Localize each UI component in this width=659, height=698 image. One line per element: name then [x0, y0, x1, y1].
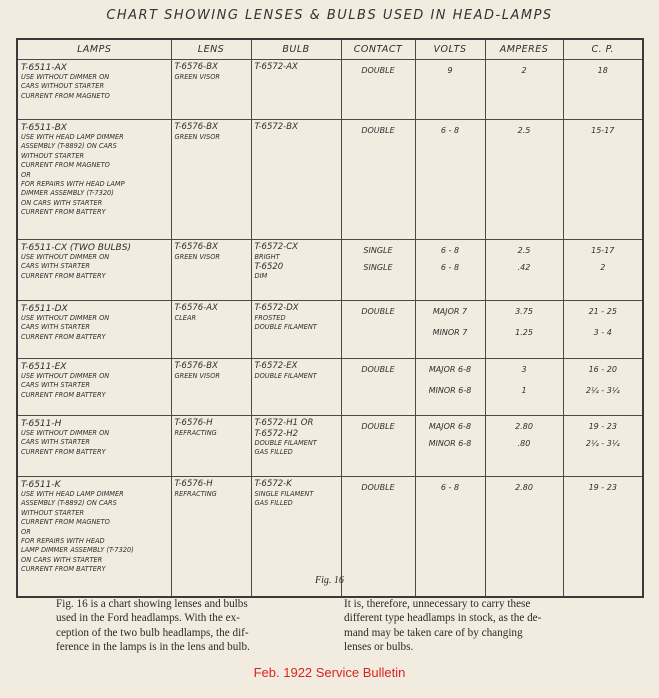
contact-cell — [341, 120, 415, 240]
amperes-cell — [485, 301, 563, 359]
lens-code: T-6576-H — [174, 418, 213, 428]
bulb-code: T-6572-DX — [254, 303, 299, 313]
lamp-usage-line: FOR REPAIRS WITH HEAD — [21, 537, 105, 546]
lens-type: REFRACTING — [174, 428, 217, 437]
lamp-cell — [17, 301, 171, 359]
lamp-usage-line: DIMMER ASSEMBLY (T-7320) — [21, 189, 114, 198]
amperes-value: 2.5 — [517, 126, 531, 135]
amperes-value: 2.5 — [517, 246, 531, 255]
header-cp: C. P. — [563, 39, 643, 60]
amperes-value: 2 — [521, 66, 527, 75]
lamp-usage-line: CARS WITH STARTER — [21, 381, 90, 390]
amperes-cell — [485, 120, 563, 240]
lamp-code: T-6511-DX — [21, 304, 68, 314]
bulb-type: DIM — [254, 272, 268, 280]
header-bulb: BULB — [251, 39, 341, 60]
amperes-cell — [485, 359, 563, 416]
bulb-cell — [251, 60, 341, 120]
lamp-usage-line: WITHOUT STARTER — [21, 151, 85, 160]
lamp-usage-line: CURRENT FROM BATTERY — [21, 208, 106, 217]
lamp-usage-line: USE WITH HEAD LAMP DIMMER — [21, 133, 124, 141]
lamp-usage-line: OR — [21, 527, 31, 536]
bulb-type: GAS FILLED — [254, 498, 293, 507]
bulb-type: DOUBLE FILAMENT — [254, 439, 317, 447]
bulb-code: T-6572-EX — [254, 361, 298, 371]
caption-line: Fig. 16 is a chart showing lenses and bulbs — [56, 598, 248, 610]
bulb-type: BRIGHT — [254, 252, 280, 261]
volts-value: 6 - 8 — [440, 263, 460, 272]
lamp-usage-line: OR — [21, 170, 31, 179]
lens-code: T-6576-BX — [174, 361, 218, 371]
lens-cell — [171, 301, 251, 359]
lamp-usage-line: WITHOUT STARTER — [21, 508, 85, 517]
table-row — [17, 240, 643, 301]
lamp-cell — [17, 60, 171, 120]
header-amperes: AMPERES — [485, 39, 563, 60]
volts-value: MAJOR 6-8 — [428, 422, 472, 431]
lens-type: GREEN VISOR — [174, 72, 220, 81]
amperes-cell — [485, 416, 563, 477]
contact-cell — [341, 301, 415, 359]
bulb-code: T-6572-H2 — [254, 428, 299, 439]
amperes-value: .80 — [517, 439, 531, 448]
lamp-usage-line: CURRENT FROM BATTERY — [21, 332, 106, 341]
cp-value: 16 - 20 — [588, 365, 617, 374]
bulb-cell — [251, 120, 341, 240]
lens-type: REFRACTING — [174, 489, 217, 498]
contact-value: DOUBLE — [361, 422, 395, 431]
caption-line: ference in the lamps is in the lens and bulb. — [56, 641, 250, 654]
bulb-type: GAS FILLED — [254, 448, 293, 456]
lamp-usage-line: CURRENT FROM BATTERY — [21, 447, 106, 456]
caption-line: used in the Ford headlamps. With the ex- — [56, 612, 240, 625]
table-row — [17, 416, 643, 477]
table-row — [17, 60, 643, 120]
bulb-code: T-6572-AX — [254, 62, 298, 72]
contact-cell — [341, 240, 415, 301]
lamp-usage-line: CARS WITH STARTER — [21, 262, 90, 271]
header-lens: LENS — [171, 39, 251, 60]
caption-line: different type headlamps in stock, as the de- — [344, 612, 542, 625]
contact-value: SINGLE — [363, 246, 393, 255]
cp-value: 18 — [597, 66, 608, 75]
contact-value: DOUBLE — [361, 365, 395, 374]
lens-code: T-6576-BX — [174, 62, 218, 72]
lens-cell — [171, 120, 251, 240]
lens-code: T-6576-AX — [174, 303, 218, 313]
table-row — [17, 301, 643, 359]
cp-value: 2¼ - 3¼ — [585, 439, 620, 448]
lens-cell — [171, 359, 251, 416]
table-header-row — [17, 39, 643, 60]
lamp-usage-line: FOR REPAIRS WITH HEAD LAMP — [21, 180, 125, 189]
contact-value: SINGLE — [363, 263, 393, 272]
lens-code: T-6576-BX — [174, 242, 218, 252]
lens-code: T-6576-H — [174, 479, 213, 489]
lens-type: GREEN VISOR — [174, 371, 220, 380]
lamp-usage-line: CURRENT FROM BATTERY — [21, 271, 106, 280]
volts-value: MINOR 6-8 — [428, 386, 472, 395]
bulb-type: SINGLE FILAMENT — [254, 489, 314, 498]
bulb-cell — [251, 240, 341, 301]
bulb-type: DOUBLE FILAMENT — [254, 371, 317, 380]
lens-type: GREEN VISOR — [174, 252, 220, 261]
caption-line: It is, therefore, unnecessary to carry these — [344, 598, 531, 610]
lamp-code: T-6511-AX — [21, 63, 67, 73]
cp-cell — [563, 120, 643, 240]
volts-cell — [415, 359, 485, 416]
lamp-usage-line: USE WITHOUT DIMMER ON — [21, 314, 110, 322]
lamp-usage-line: CARS WITH STARTER — [21, 323, 90, 332]
cp-cell — [563, 359, 643, 416]
volts-value: MAJOR 7 — [432, 307, 468, 316]
contact-value: DOUBLE — [361, 307, 395, 316]
caption-line: mand may be taken care of by changing — [344, 626, 523, 639]
caption-right-column — [344, 597, 624, 655]
cp-cell — [563, 301, 643, 359]
lamp-cell — [17, 240, 171, 301]
volts-cell — [415, 120, 485, 240]
lamp-usage-line: ON CARS WITH STARTER — [21, 198, 103, 207]
volts-value: 9 — [447, 66, 453, 75]
lens-cell — [171, 60, 251, 120]
figure-label: Fig. 16 — [315, 575, 344, 586]
lens-code: T-6576-BX — [174, 122, 218, 132]
lamp-cell — [17, 359, 171, 416]
lamps-table — [16, 38, 644, 598]
lamp-cell — [17, 416, 171, 477]
lens-cell — [171, 416, 251, 477]
lamp-usage-line: USE WITHOUT DIMMER ON — [21, 372, 110, 380]
lamp-code: T-6511-K — [21, 480, 61, 490]
amperes-value: 2.80 — [515, 483, 533, 492]
lens-type: CLEAR — [174, 313, 197, 322]
source-label: Feb. 1922 Service Bulletin — [253, 665, 406, 680]
volts-value: MINOR 7 — [432, 328, 468, 337]
bulb-type: DOUBLE FILAMENT — [254, 322, 317, 331]
volts-value: 6 - 8 — [440, 126, 460, 135]
volts-value: MAJOR 6-8 — [428, 365, 472, 374]
contact-cell — [341, 60, 415, 120]
volts-cell — [415, 60, 485, 120]
chart-title: CHART SHOWING LENSES & BULBS USED IN HEAD-LAMPS — [106, 8, 553, 23]
bulb-cell — [251, 359, 341, 416]
lamp-usage-line: USE WITHOUT DIMMER ON — [21, 429, 110, 437]
lamp-cell — [17, 120, 171, 240]
contact-cell — [341, 359, 415, 416]
lamp-usage-line: ON CARS WITH STARTER — [21, 555, 103, 564]
bulb-code: T-6572-K — [254, 479, 292, 489]
table-body — [17, 60, 643, 598]
lamp-code: T-6511-BX — [21, 123, 67, 133]
bulb-cell — [251, 301, 341, 359]
volts-value: MINOR 6-8 — [428, 439, 472, 448]
lens-cell — [171, 240, 251, 301]
caption-line: lenses or bulbs. — [344, 641, 414, 654]
cp-cell — [563, 60, 643, 120]
bulb-type: FROSTED — [254, 313, 286, 322]
bulb-code: T-6572-BX — [254, 122, 298, 132]
volts-cell — [415, 301, 485, 359]
lamp-usage-line: CURRENT FROM BATTERY — [21, 565, 106, 574]
cp-value: 3 - 4 — [593, 328, 612, 337]
lamp-usage-line: USE WITHOUT DIMMER ON — [21, 253, 110, 261]
contact-value: DOUBLE — [361, 66, 395, 75]
amperes-cell — [485, 60, 563, 120]
bulb-cell — [251, 416, 341, 477]
header-volts: VOLTS — [415, 39, 485, 60]
volts-value: 6 - 8 — [440, 246, 460, 255]
lamp-usage-line: CURRENT FROM BATTERY — [21, 390, 106, 399]
cp-value: 19 - 23 — [588, 422, 617, 431]
cp-value: 2¼ - 3¼ — [585, 386, 620, 395]
amperes-value: 2.80 — [515, 422, 533, 431]
cp-value: 21 - 25 — [588, 307, 617, 316]
volts-cell — [415, 240, 485, 301]
lamp-usage-line: ASSEMBLY (T-8892) ON CARS — [21, 499, 117, 508]
caption-left-column — [56, 597, 336, 655]
lamp-usage-line: ASSEMBLY (T-8892) ON CARS — [21, 142, 117, 151]
lamp-usage-line: LAMP DIMMER ASSEMBLY (T-7320) — [21, 546, 134, 555]
contact-value: DOUBLE — [361, 483, 395, 492]
cp-value: 2 — [600, 263, 606, 272]
cp-cell — [563, 240, 643, 301]
lamp-usage-line: CARS WITH STARTER — [21, 438, 90, 447]
amperes-cell — [485, 240, 563, 301]
cp-value: 19 - 23 — [588, 483, 617, 492]
lamp-usage-line: CARS WITHOUT STARTER — [21, 82, 105, 91]
amperes-value: 1.25 — [515, 328, 533, 337]
caption-line: ception of the two bulb headlamps, the dif- — [56, 626, 249, 639]
lamp-code: T-6511-EX — [21, 362, 67, 372]
volts-cell — [415, 416, 485, 477]
table-row — [17, 359, 643, 416]
bulb-code: T-6572-CX — [254, 242, 299, 252]
lamp-code: T-6511-H — [21, 419, 62, 429]
lens-type: GREEN VISOR — [174, 132, 220, 141]
bulb-code: T-6572-H1 OR — [254, 418, 314, 428]
cp-value: 15-17 — [591, 126, 615, 135]
lamp-usage-line: CURRENT FROM MAGNETO — [21, 91, 110, 100]
bulb-code: T-6520 — [254, 261, 284, 272]
lamp-usage-line: CURRENT FROM MAGNETO — [21, 161, 110, 170]
volts-value: 6 - 8 — [440, 483, 460, 492]
contact-value: DOUBLE — [361, 126, 395, 135]
cp-cell — [563, 416, 643, 477]
amperes-value: 3.75 — [515, 307, 533, 316]
cp-value: 15-17 — [591, 246, 615, 255]
header-lamps: LAMPS — [17, 39, 171, 60]
amperes-value: 1 — [521, 386, 527, 395]
amperes-value: 3 — [521, 365, 527, 374]
contact-cell — [341, 416, 415, 477]
amperes-value: .42 — [517, 263, 531, 272]
lamp-code: T-6511-CX (TWO BULBS) — [21, 243, 131, 253]
lamp-usage-line: USE WITH HEAD LAMP DIMMER — [21, 490, 124, 498]
table-row — [17, 120, 643, 240]
header-contact: CONTACT — [341, 39, 415, 60]
lamp-usage-line: CURRENT FROM MAGNETO — [21, 518, 110, 527]
lamp-usage-line: USE WITHOUT DIMMER ON — [21, 73, 110, 81]
